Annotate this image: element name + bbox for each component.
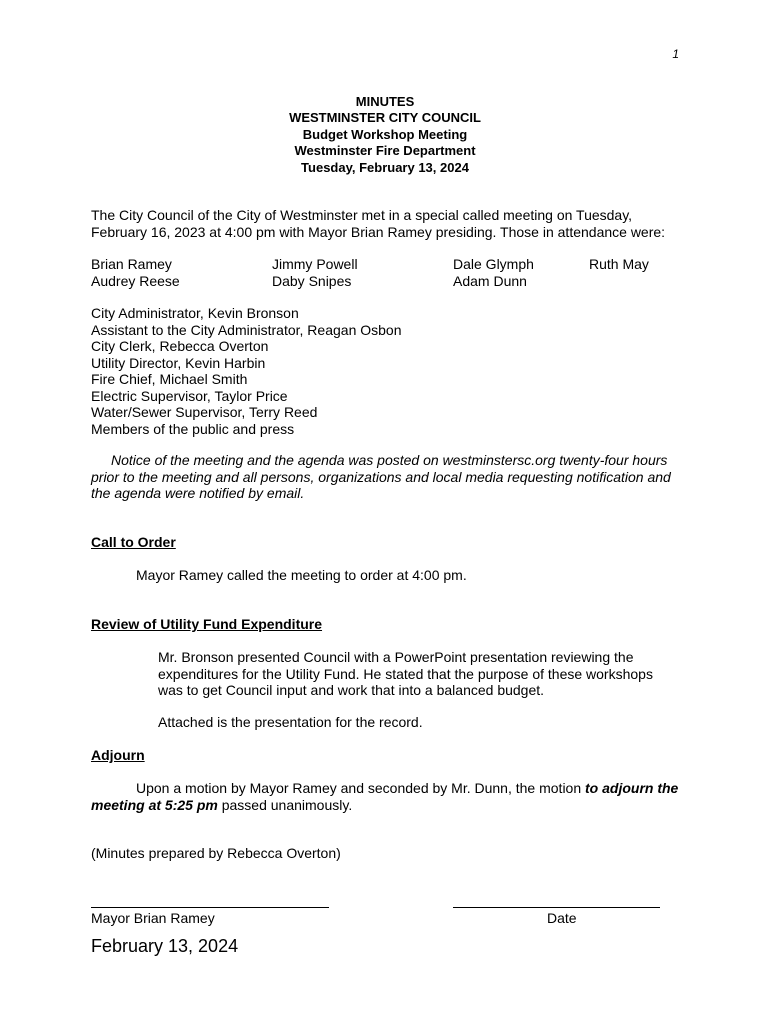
adjourn-text-after: passed unanimously. bbox=[217, 796, 353, 813]
document-header bbox=[0, 94, 770, 176]
staff-item: City Clerk, Rebecca Overton bbox=[91, 338, 269, 354]
adjourn-motion: to adjourn the meeting at 5:25 pm bbox=[91, 780, 679, 813]
header-date: Tuesday, February 13, 2024 bbox=[301, 159, 469, 175]
date-signature-label: Date bbox=[547, 910, 577, 926]
staff-item: Water/Sewer Supervisor, Terry Reed bbox=[91, 404, 318, 420]
call-to-order-heading: Call to Order bbox=[91, 534, 176, 550]
header-meeting-type: Budget Workshop Meeting bbox=[302, 126, 468, 142]
adjourn-text bbox=[91, 780, 691, 813]
attendee-name: Ruth May bbox=[589, 256, 649, 272]
adjourn-heading: Adjourn bbox=[91, 747, 145, 763]
intro-paragraph: The City Council of the City of Westminster met in a special called meeting on Tuesday, February 16, 2023 at 4:00 pm with Mayor Brian Ramey presiding. Those in attendance were: bbox=[91, 207, 666, 240]
call-to-order-text: Mayor Ramey called the meeting to order at 4:00 pm. bbox=[136, 567, 467, 583]
mayor-signature-label: Mayor Brian Ramey bbox=[91, 910, 215, 926]
header-title: MINUTES bbox=[355, 94, 415, 109]
staff-item: Fire Chief, Michael Smith bbox=[91, 371, 248, 387]
attendee-name: Dale Glymph bbox=[453, 256, 534, 272]
attendees-row-2 bbox=[0, 273, 770, 290]
attendee-name: Jimmy Powell bbox=[272, 256, 358, 272]
staff-item: City Administrator, Kevin Bronson bbox=[91, 305, 299, 321]
review-text: Mr. Bronson presented Council with a PowerPoint presentation reviewing the expenditures for the Utility Fund. He stated that the purpose of these workshops was to get Council input and work that into a balanced budget. bbox=[158, 649, 653, 698]
attendee-name: Daby Snipes bbox=[272, 273, 352, 289]
staff-item: Electric Supervisor, Taylor Price bbox=[91, 387, 288, 404]
date-signature-line bbox=[453, 907, 660, 908]
attendee-name: Adam Dunn bbox=[453, 273, 527, 289]
staff-item: Assistant to the City Administrator, Reagan Osbon bbox=[91, 321, 402, 338]
mayor-signature-line bbox=[91, 907, 329, 908]
staff-item: Utility Director, Kevin Harbin bbox=[91, 354, 266, 371]
review-heading: Review of Utility Fund Expenditure bbox=[91, 616, 323, 632]
adjourn-text-before: Upon a motion by Mayor Ramey and seconded by Mr. Dunn, the motion bbox=[136, 780, 586, 796]
attendee-name: Brian Ramey bbox=[91, 256, 172, 272]
footer-date: February 13, 2024 bbox=[91, 936, 239, 956]
prepared-by-note: (Minutes prepared by Rebecca Overton) bbox=[91, 845, 341, 861]
review-attachment-note: Attached is the presentation for the record. bbox=[158, 714, 423, 730]
staff-list bbox=[91, 305, 402, 437]
header-location: Westminster Fire Department bbox=[294, 143, 476, 159]
staff-item: Members of the public and press bbox=[91, 420, 295, 437]
attendee-name: Audrey Reese bbox=[91, 273, 180, 289]
header-council: WESTMINSTER CITY COUNCIL bbox=[289, 110, 481, 126]
meeting-notice: Notice of the meeting and the agenda was posted on westminstersc.org twenty-four hours prior to the meeting and all persons, organizations and local media requesting notification and the agenda were notified by email. bbox=[91, 452, 671, 501]
page-number: 1 bbox=[672, 47, 679, 61]
attendees-row-1 bbox=[0, 256, 770, 273]
